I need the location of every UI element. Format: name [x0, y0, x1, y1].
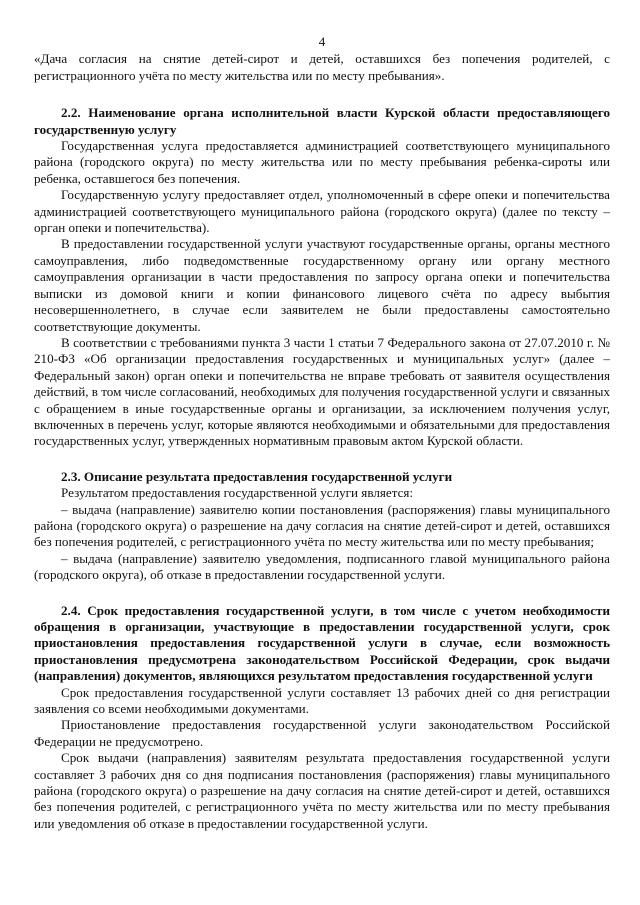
section-2-4-paragraph: Срок выдачи (направления) заявителям результата предоставления государственной услуги составляет 3 рабочих дня со дня подписания постановления (распоряжения) главы муниципального района (городского округа) о разрешение на дачу согласия на снятие детей-сирот и детей, оставшихся без попечения родителей, с регистрационного учёта по месту жительства или по месту пребывания или уведомления об отказе в предоставлении государственной услуги. — [34, 750, 610, 831]
section-2-2-heading: 2.2. Наименование органа исполнительной власти Курской области предоставляющего государственную услугу — [34, 105, 610, 137]
section-2-3-heading: 2.3. Описание результата предоставления государственной услуги — [61, 468, 453, 484]
section-2-2-paragraph: В предоставлении государственной услуги участвуют государственные органы, органы местного самоуправления, либо подведомственные государственному органу или органу местного самоуправления организации в части предоставления по запросу органа опеки и попечительства выписки из домовой книги и копии финансового лицевого счёта по адресу выбытия несовершеннолетнего, в случае если заявителем не были предоставлены самостоятельно соответствующие документы. — [34, 236, 610, 334]
section-2-2-paragraph: Государственную услугу предоставляет отдел, уполномоченный в сфере опеки и попечительства администрацией соответствующего муниципального района (городского округа) (далее по тексту – орган опеки и попечительства). — [34, 187, 610, 236]
section-2-4-paragraph: Срок предоставления государственной услуги составляет 13 рабочих дней со дня регистрации заявления со всеми необходимыми документами. — [34, 684, 610, 717]
section-2-3-list-item: – выдача (направление) заявителю копии постановления (распоряжения) главы муниципального района (городского округа) о разрешение на дачу согласия на снятие детей-сирот и детей, оставшихся без попечения родителей, с регистрационного учёта по месту жительства или по месту пребывания; — [34, 501, 610, 550]
section-2-3-paragraph: Результатом предоставления государственной услуги является: — [61, 485, 414, 501]
section-2-4-heading: 2.4. Срок предоставления государственной услуги, в том числе с учетом необходимости обращения в организации, участвующие в предоставлении государственной услуги, срок приостановления предоставления государственной услуги в случае, если возможность приостановления предусмотрена законодательством Российской Федерации, срок выдачи (направления) документов, являющихся результатом предоставления государственной услуги — [34, 602, 610, 684]
section-2-2-paragraph: В соответствии с требованиями пункта 3 части 1 статьи 7 Федерального закона от 27.07.2010 г. № 210-ФЗ «Об организации предоставления государственных и муниципальных услуг» (далее – Федеральный закон) орган опеки и попечительства не вправе требовать от заявителя осуществления действий, в том числе согласований, необходимых для получения государственной услуги и связанных с обращением в иные государственные органы и организации, за исключением получения услуг, включенных в перечень услуг, которые являются необходимыми и обязательными для предоставления государственных услуг, утвержденных нормативным правовым актом Курской области. — [34, 334, 610, 449]
page-number: 4 — [318, 34, 326, 49]
intro-text: «Дача согласия на снятие детей-сирот и детей, оставшихся без попечения родителей, с регистрационного учёта по месту жительства или по месту пребывания». — [34, 51, 610, 83]
section-2-3-list-item: – выдача (направление) заявителю уведомления, подписанного главой муниципального района (городского округа), об отказе в предоставлении государственной услуги. — [34, 550, 610, 583]
section-2-4-paragraph: Приостановление предоставления государственной услуги законодательством Российской Федерации не предусмотрено. — [34, 717, 610, 749]
section-2-2-paragraph: Государственная услуга предоставляется администрацией соответствующего муниципального района (городского округа) по месту жительства или по месту пребывания ребенка-сироты или ребенка, оставшегося без попечения. — [34, 138, 610, 186]
